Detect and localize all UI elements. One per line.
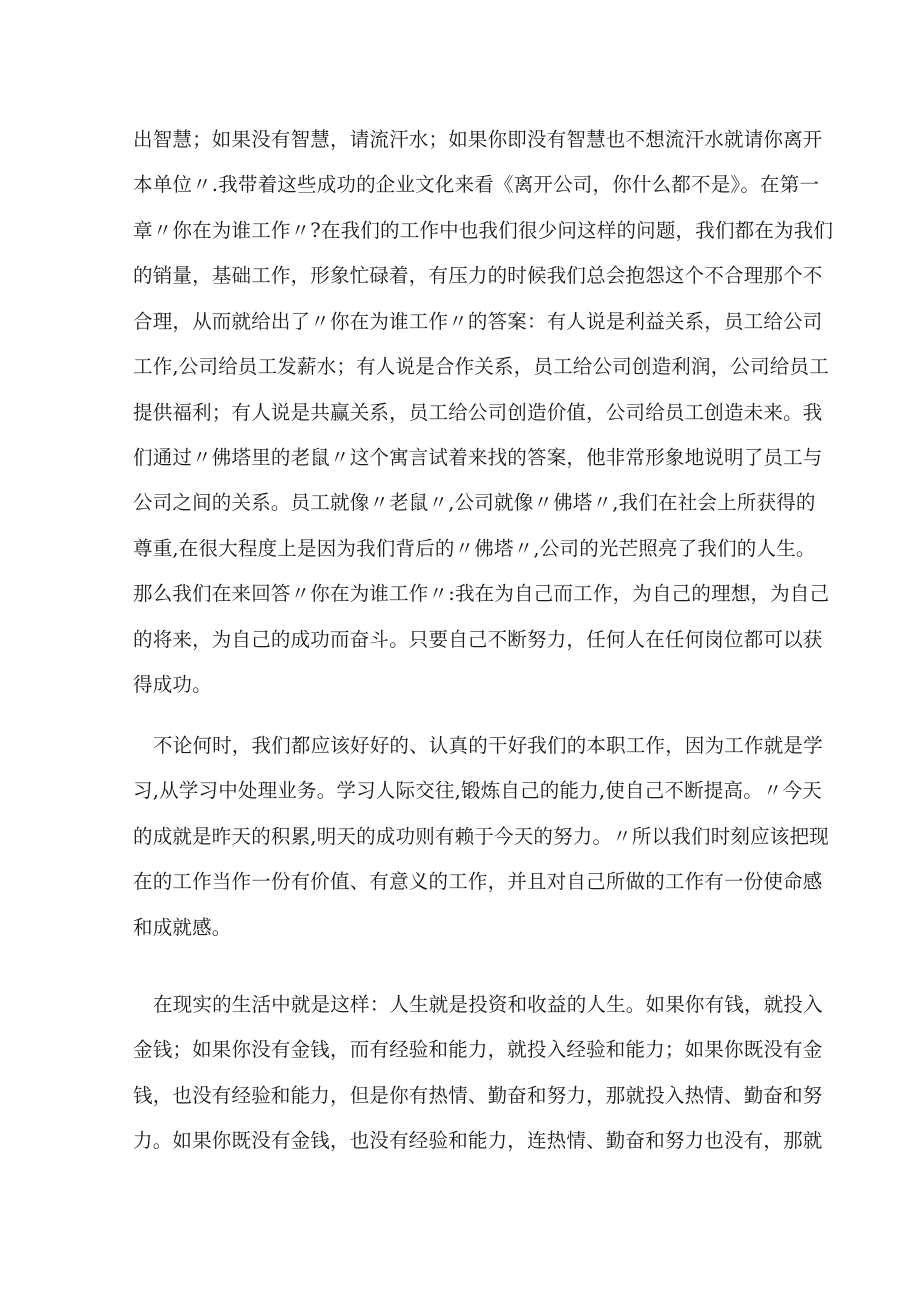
paragraph-line: 在现实的生活中就是这样：人生就是投资和收益的人生。如果你有钱，就投入 (153, 993, 823, 1016)
paragraph-line: 力。如果你既没有金钱，也没有经验和能力，连热情、勤奋和努力也没有，那就 (133, 1129, 823, 1152)
paragraph-line: 工作,公司给员工发薪水；有人说是合作关系，员工给公司创造利润，公司给员工 (133, 355, 829, 378)
paragraph-line: 尊重,在很大程度上是因为我们背后的〃佛塔〃,公司的光芒照亮了我们的人生。 (133, 537, 816, 560)
paragraph-line: 们通过〃佛塔里的老鼠〃这个寓言试着来找的答案，他非常形象地说明了员工与 (133, 446, 823, 469)
paragraph-line: 得成功。 (133, 673, 212, 696)
paragraph-line: 的销量，基础工作，形象忙碌着，有压力的时候我们总会抱怨这个不合理那个不 (133, 264, 823, 287)
paragraph-line: 公司之间的关系。员工就像〃老鼠〃,公司就像〃佛塔〃,我们在社会上所获得的 (133, 491, 816, 514)
paragraph-line: 出智慧；如果没有智慧，请流汗水；如果你即没有智慧也不想流汗水就请你离开 (133, 128, 823, 151)
paragraph-line: 本单位〃.我带着这些成功的企业文化来看《离开公司，你什么都不是》。在第一 (133, 173, 820, 196)
paragraph-line: 的成就是昨天的积累,明天的成功则有赖于今天的努力。〃所以我们时刻应该把现 (133, 825, 829, 848)
paragraph-line: 金钱；如果你没有金钱，而有经验和能力，就投入经验和能力；如果你既没有金 (133, 1038, 823, 1061)
paragraph-line: 钱，也没有经验和能力，但是你有热情、勤奋和努力，那就投入热情、勤奋和努 (133, 1084, 823, 1107)
paragraph-line: 合理，从而就给出了〃你在为谁工作〃的答案：有人说是利益关系，员工给公司 (133, 310, 823, 333)
paragraph-line: 提供福利；有人说是共赢关系，员工给公司创造价值，公司给员工创造未来。我 (133, 401, 823, 424)
paragraph-line: 和成就感。 (133, 916, 232, 939)
paragraph-line: 的将来，为自己的成功而奋斗。只要自己不断努力，任何人在任何岗位都可以获 (133, 628, 823, 651)
paragraph-line: 习,从学习中处理业务。学习人际交往,锻炼自己的能力,使自己不断提高。〃今天 (133, 779, 822, 802)
paragraph-line: 在的工作当作一份有价值、有意义的工作，并且对自己所做的工作有一份使命感 (133, 870, 823, 893)
paragraph-line: 不论何时，我们都应该好好的、认真的干好我们的本职工作，因为工作就是学 (153, 734, 823, 757)
paragraph-line: 章〃你在为谁工作〃?在我们的工作中也我们很少问这样的问题，我们都在为我们 (133, 219, 834, 242)
paragraph-line: 那么我们在来回答〃你在为谁工作〃:我在为自己而工作，为自己的理想，为自己 (133, 582, 830, 605)
